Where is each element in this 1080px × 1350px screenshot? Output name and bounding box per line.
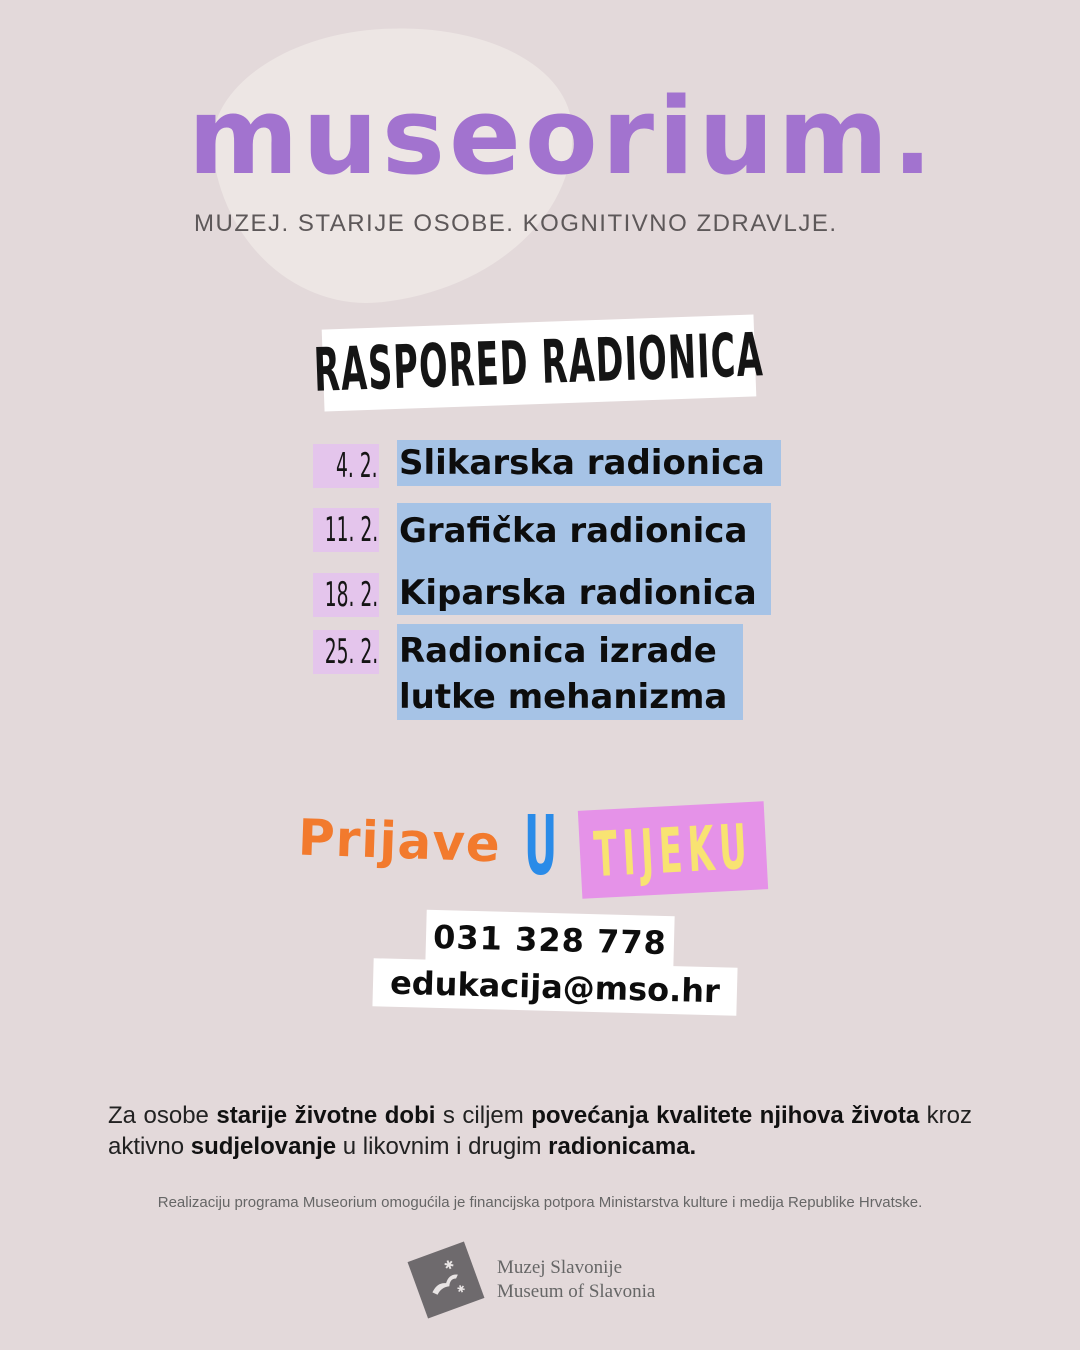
date-label xyxy=(313,573,379,617)
desc-bold: starije životne dobi xyxy=(216,1102,436,1129)
date-text: 18. 2. xyxy=(324,575,378,615)
workshop-name: Grafička radionica xyxy=(397,503,771,559)
museorium-logo: museorium. xyxy=(188,75,937,198)
date-label xyxy=(313,508,379,552)
svg-text:✱: ✱ xyxy=(441,1256,457,1274)
desc-text: kroz aktivno xyxy=(108,1102,973,1160)
schedule-title: RASPORED RADIONICA xyxy=(312,320,766,406)
signup-word-tijeku: TIJEKU xyxy=(591,809,755,891)
funding-note: Realizaciju programa Museorium omogućila je financijska potpora Ministarstva kulture i medija Republike Hrvatske. xyxy=(157,1194,923,1211)
museum-name-hr: Muzej Slavonije xyxy=(497,1257,623,1278)
signup-word-tijeku-banner xyxy=(578,801,768,899)
signup-word-prijave: Prijave xyxy=(297,808,502,874)
date-text: 25. 2. xyxy=(324,632,378,672)
museum-name-en: Museum of Slavonia xyxy=(497,1281,656,1302)
date-text: 4. 2. xyxy=(336,446,378,486)
date-label xyxy=(313,630,379,674)
workshop-name: Slikarska radionica xyxy=(397,440,781,486)
museum-name xyxy=(497,1256,655,1304)
desc-text: u likovnim i drugim xyxy=(336,1133,549,1160)
email-address[interactable]: edukacija@mso.hr xyxy=(372,958,737,1016)
program-description xyxy=(108,1100,972,1162)
museum-of-slavonia-logo-icon xyxy=(408,1242,485,1319)
desc-text: s ciljem xyxy=(435,1102,532,1129)
desc-bold: povećanja kvalitete njihova života xyxy=(531,1102,920,1129)
museum-logo-graphic xyxy=(417,1251,476,1310)
workshop-name-line: Radionica izrade xyxy=(399,631,717,671)
date-text: 11. 2. xyxy=(324,510,378,550)
workshop-name-multiline xyxy=(397,624,743,720)
signup-word-u: U xyxy=(524,799,558,894)
workshop-name-line: lutke mehanizma xyxy=(399,677,728,717)
desc-bold: radionicama. xyxy=(548,1133,697,1160)
svg-text:✱: ✱ xyxy=(455,1283,468,1297)
phone-number[interactable]: 031 328 778 xyxy=(425,910,674,970)
desc-bold: sudjelovanje xyxy=(190,1133,337,1160)
tagline: MUZEJ. STARIJE OSOBE. KOGNITIVNO ZDRAVLJE. xyxy=(194,210,838,237)
workshop-name: Kiparska radionica xyxy=(397,559,771,615)
schedule-title-banner xyxy=(312,314,766,411)
date-label xyxy=(313,444,379,488)
desc-text: Za osobe xyxy=(108,1102,217,1129)
